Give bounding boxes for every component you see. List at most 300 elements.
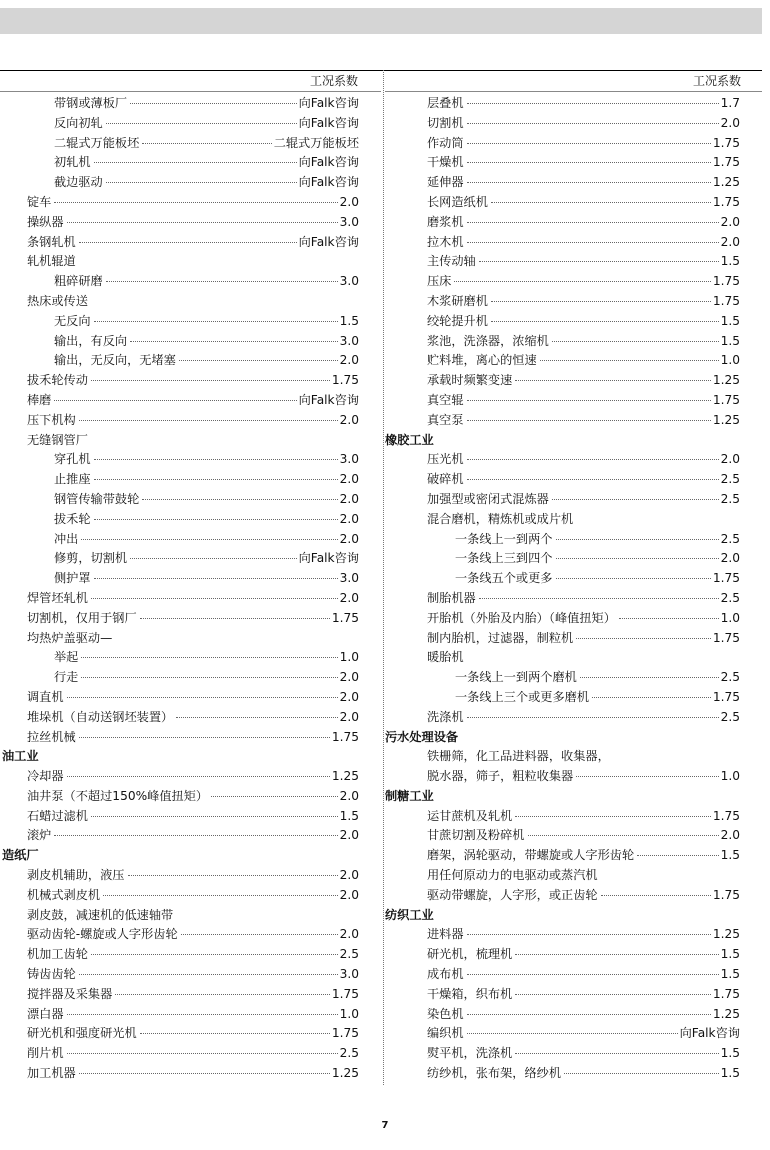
dot-leader: [556, 578, 711, 579]
table-row: [2, 708, 359, 728]
row-label: 驱动带螺旋，人字形，或正齿轮: [427, 887, 598, 902]
table-row: [385, 114, 740, 134]
table-row: [385, 629, 740, 649]
table-row: [2, 747, 359, 767]
dot-leader: [515, 994, 711, 995]
dot-leader: [576, 638, 711, 639]
table-row: [2, 391, 359, 411]
dot-leader: [106, 123, 297, 124]
table-row: [385, 490, 740, 510]
row-value: 1.0: [720, 769, 740, 784]
row-value: 2.0: [339, 670, 359, 685]
dot-leader: [94, 578, 338, 579]
row-label: 制内胎机，过滤器，制粒机: [427, 630, 574, 645]
dot-leader: [491, 321, 719, 322]
dot-leader: [580, 677, 719, 678]
row-value: 1.0: [339, 1006, 359, 1021]
table-row: [385, 1044, 740, 1064]
table-row: [2, 965, 359, 985]
row-label: 机加工齿轮: [27, 947, 88, 962]
table-row: [2, 886, 359, 906]
row-value: 1.75: [712, 887, 740, 902]
table-row: [385, 292, 740, 312]
row-value: 2.0: [339, 531, 359, 546]
row-value: 1.75: [712, 155, 740, 170]
table-row: [385, 450, 740, 470]
row-value: 1.75: [712, 135, 740, 150]
dot-leader: [54, 400, 296, 401]
row-label: 开胎机（外胎及内胎）（峰值扭矩）: [427, 610, 616, 625]
dot-leader: [67, 776, 330, 777]
table-row: [385, 767, 740, 787]
row-value: 1.75: [712, 630, 740, 645]
row-label: 脱水器，筛子，粗粒收集器: [427, 769, 574, 784]
row-label: 输出，有反向: [54, 333, 128, 348]
dot-leader: [467, 1033, 678, 1034]
dot-leader: [467, 222, 719, 223]
row-value: 1.75: [331, 610, 359, 625]
dot-leader: [67, 697, 338, 698]
row-label: 带钢或薄板厂: [54, 96, 128, 110]
dot-leader: [79, 420, 338, 421]
table-row: [385, 193, 740, 213]
table-row: [2, 431, 359, 451]
dot-leader: [467, 123, 719, 124]
table-row: [385, 569, 740, 589]
table-row: [385, 945, 740, 965]
row-value: 2.0: [339, 412, 359, 427]
dot-leader: [556, 558, 719, 559]
dot-leader: [94, 321, 338, 322]
row-label: 焊管坯轧机: [27, 590, 88, 605]
dot-leader: [130, 558, 297, 559]
row-label: 二辊式万能板坯: [54, 135, 140, 150]
table-row: [385, 94, 740, 114]
row-label: 钢管传输带鼓轮: [54, 491, 140, 506]
right-column: [385, 94, 740, 1084]
dot-leader: [564, 1073, 719, 1074]
table-row: [385, 688, 740, 708]
row-label: 压光机: [427, 452, 464, 467]
row-value: 1.25: [331, 1066, 359, 1081]
row-value: 2.0: [339, 709, 359, 724]
row-value: 2.0: [339, 590, 359, 605]
table-row: [2, 688, 359, 708]
row-label: 均热炉盖驱动—: [27, 630, 113, 645]
row-label: 无反向: [54, 313, 91, 328]
table-row: [385, 332, 740, 352]
dot-leader: [467, 400, 711, 401]
dot-leader: [515, 954, 718, 955]
table-row: [385, 886, 740, 906]
row-label: 反向初轧: [54, 115, 103, 130]
row-label: 冲出: [54, 531, 79, 546]
row-label: 修剪，切割机: [54, 551, 128, 566]
table-row: [2, 807, 359, 827]
row-value: 1.75: [712, 392, 740, 407]
dot-leader: [637, 855, 718, 856]
row-label: 棒磨: [27, 392, 52, 407]
table-row: [385, 648, 740, 668]
row-value: 2.5: [720, 531, 740, 546]
row-value: 1.5: [339, 313, 359, 328]
dot-leader: [179, 360, 338, 361]
table-row: [385, 728, 740, 748]
dot-leader: [91, 598, 338, 599]
row-value: 1.5: [720, 967, 740, 982]
table-row: [2, 728, 359, 748]
dot-leader: [467, 143, 711, 144]
row-label: 一条线上三到四个: [455, 551, 553, 566]
dot-leader: [79, 242, 297, 243]
row-value: 1.5: [720, 1046, 740, 1061]
row-label: 切割机，仅用于钢厂: [27, 610, 137, 625]
table-row: [2, 153, 359, 173]
dot-leader: [467, 479, 719, 480]
table-row: [385, 272, 740, 292]
row-value: 1.25: [712, 373, 740, 388]
row-label: 油井泵（不超过150%峰值扭矩）: [27, 788, 209, 803]
row-label: 一条线上一到两个: [455, 531, 553, 546]
row-value: 1.5: [720, 333, 740, 348]
table-row: [2, 252, 359, 272]
dot-leader: [515, 380, 711, 381]
page-number: 7: [381, 1120, 389, 1131]
table-row: [385, 411, 740, 431]
row-label: 切割机: [427, 115, 464, 130]
row-value: 1.75: [712, 689, 740, 704]
table-row: [385, 668, 740, 688]
row-value: 向Falk咨询: [298, 175, 359, 190]
table-row: [2, 490, 359, 510]
row-label: 止推座: [54, 472, 91, 487]
dot-leader: [576, 776, 718, 777]
row-label: 剥皮机辅助，液压: [27, 868, 125, 883]
row-value: 1.75: [712, 194, 740, 209]
row-value: 二辊式万能板坯: [273, 135, 359, 150]
row-value: 1.75: [712, 293, 740, 308]
table-row: [2, 530, 359, 550]
row-value: 2.0: [339, 472, 359, 487]
row-value: 1.5: [720, 1066, 740, 1081]
dot-leader: [142, 499, 337, 500]
row-value: 1.0: [339, 650, 359, 665]
row-label: 拉丝机械: [27, 729, 76, 744]
dot-leader: [552, 499, 719, 500]
row-label: 拉木机: [427, 234, 464, 249]
table-row: [2, 767, 359, 787]
dot-leader: [181, 934, 338, 935]
row-label: 轧机辊道: [27, 254, 76, 269]
dot-leader: [130, 103, 297, 104]
dot-leader: [81, 539, 337, 540]
row-value: 2.5: [720, 472, 740, 487]
row-value: 1.25: [712, 1006, 740, 1021]
row-label: 拔禾轮: [54, 511, 91, 526]
dot-leader: [467, 1014, 711, 1015]
row-label: 承载时频繁变速: [427, 373, 513, 388]
row-label: 纺纱机，张布架，络纱机: [427, 1066, 562, 1081]
dot-leader: [619, 618, 719, 619]
dot-leader: [556, 539, 719, 540]
table-row: [2, 787, 359, 807]
row-label: 用任何原动力的电驱动或蒸汽机: [427, 868, 598, 883]
row-value: 1.0: [720, 353, 740, 368]
row-label: 一条线上一到两个磨机: [455, 670, 577, 685]
row-value: 3.0: [339, 333, 359, 348]
table-row: [385, 153, 740, 173]
dot-leader: [67, 1053, 338, 1054]
dot-leader: [54, 202, 337, 203]
row-label: 作动筒: [427, 135, 464, 150]
column-divider: [383, 70, 384, 1085]
left-column: [2, 94, 359, 1084]
table-row: [385, 173, 740, 193]
row-label: 粗碎研磨: [54, 274, 103, 289]
table-row: [2, 648, 359, 668]
row-label: 漂白器: [27, 1006, 64, 1021]
row-label: 研光机和强度研光机: [27, 1026, 137, 1041]
row-value: 1.75: [712, 986, 740, 1001]
row-value: 向Falk咨询: [679, 1026, 740, 1041]
dot-leader: [54, 835, 337, 836]
row-value: 2.5: [720, 491, 740, 506]
right-column-title: 工况系数: [692, 74, 741, 88]
row-label: 纺织工业: [385, 907, 434, 922]
row-value: 向Falk咨询: [298, 155, 359, 170]
dot-leader: [515, 1053, 718, 1054]
row-label: 编织机: [427, 1026, 464, 1041]
row-label: 堆垛机（自动送钢坯装置）: [27, 709, 174, 724]
row-label: 真空辊: [427, 392, 464, 407]
row-label: 熨平机，洗涤机: [427, 1046, 513, 1061]
row-value: 2.0: [720, 452, 740, 467]
row-label: 行走: [54, 670, 79, 685]
dot-leader: [467, 717, 719, 718]
row-label: 操纵器: [27, 214, 64, 229]
table-row: [385, 213, 740, 233]
row-value: 2.0: [339, 511, 359, 526]
top-banner: [0, 8, 762, 34]
row-label: 主传动轴: [427, 254, 476, 269]
row-value: 向Falk咨询: [298, 234, 359, 249]
row-label: 破碎机: [427, 472, 464, 487]
row-label: 锭车: [27, 194, 52, 209]
row-label: 磨架，涡轮驱动，带螺旋或人字形齿轮: [427, 848, 635, 863]
row-value: 2.0: [339, 353, 359, 368]
table-row: [2, 450, 359, 470]
row-label: 压下机构: [27, 412, 76, 427]
dot-leader: [79, 974, 338, 975]
row-value: 3.0: [339, 571, 359, 586]
row-value: 2.0: [720, 551, 740, 566]
row-label: 举起: [54, 650, 79, 665]
row-label: 滚炉: [27, 828, 52, 843]
row-label: 输出，无反向，无堵塞: [54, 353, 176, 368]
dot-leader: [94, 162, 297, 163]
table-row: [2, 826, 359, 846]
row-label: 冷却器: [27, 769, 64, 784]
table-row: [385, 233, 740, 253]
table-row: [2, 569, 359, 589]
row-value: 2.5: [720, 590, 740, 605]
table-row: [385, 371, 740, 391]
row-label: 一条线五个或更多: [455, 571, 553, 586]
table-row: [385, 549, 740, 569]
table-row: [2, 312, 359, 332]
row-label: 染色机: [427, 1006, 464, 1021]
row-value: 1.0: [720, 610, 740, 625]
row-label: 混合磨机，精炼机或成片机: [427, 511, 574, 526]
row-label: 拔禾轮传动: [27, 373, 88, 388]
row-label: 热床或传送: [27, 293, 88, 308]
table-row: [385, 807, 740, 827]
row-label: 真空泵: [427, 412, 464, 427]
row-label: 搅拌器及采集器: [27, 986, 113, 1001]
row-label: 压床: [427, 274, 452, 289]
dot-leader: [91, 816, 338, 817]
dot-leader: [467, 934, 711, 935]
row-label: 加工机器: [27, 1066, 76, 1081]
table-row: [2, 1044, 359, 1064]
table-row: [2, 94, 359, 114]
row-value: 1.5: [720, 313, 740, 328]
table-row: [385, 252, 740, 272]
table-row: [2, 846, 359, 866]
dot-leader: [491, 301, 711, 302]
table-row: [385, 787, 740, 807]
row-label: 洗涤机: [427, 709, 464, 724]
table-row: [2, 985, 359, 1005]
dot-leader: [67, 222, 338, 223]
row-label: 铁栅筛，化工品进料器，收集器，: [427, 749, 610, 764]
row-label: 暖胎机: [427, 650, 464, 665]
row-value: 1.75: [712, 274, 740, 289]
table-row: [2, 371, 359, 391]
table-row: [2, 629, 359, 649]
row-label: 研光机，梳理机: [427, 947, 513, 962]
row-label: 制胎机器: [427, 590, 476, 605]
row-label: 橡胶工业: [385, 432, 434, 447]
table-row: [2, 925, 359, 945]
dot-leader: [115, 994, 330, 995]
row-label: 进料器: [427, 927, 464, 942]
table-row: [385, 470, 740, 490]
row-label: 制糖工业: [385, 788, 434, 803]
row-value: 2.5: [720, 709, 740, 724]
dot-leader: [454, 281, 710, 282]
table-row: [2, 193, 359, 213]
row-label: 初轧机: [54, 155, 91, 170]
dot-leader: [94, 519, 338, 520]
header-rule: [0, 70, 762, 71]
dot-leader: [540, 360, 719, 361]
table-row: [385, 1024, 740, 1044]
dot-leader: [601, 895, 711, 896]
left-column-title: 工况系数: [309, 74, 358, 88]
row-value: 向Falk咨询: [298, 551, 359, 566]
table-row: [2, 272, 359, 292]
dot-leader: [140, 618, 330, 619]
row-value: 2.0: [339, 927, 359, 942]
row-value: 1.25: [712, 927, 740, 942]
row-label: 削片机: [27, 1046, 64, 1061]
table-row: [385, 431, 740, 451]
row-label: 油工业: [2, 749, 39, 764]
row-label: 驱动齿轮-螺旋或人字形齿轮: [27, 927, 178, 942]
row-value: 2.0: [720, 234, 740, 249]
dot-leader: [479, 598, 719, 599]
row-value: 1.25: [331, 769, 359, 784]
table-row: [385, 747, 740, 767]
dot-leader: [91, 380, 330, 381]
table-row: [2, 549, 359, 569]
row-label: 机械式剥皮机: [27, 887, 101, 902]
table-row: [2, 609, 359, 629]
table-row: [385, 134, 740, 154]
table-row: [385, 609, 740, 629]
dot-leader: [467, 974, 719, 975]
dot-leader: [128, 875, 338, 876]
dot-leader: [106, 281, 338, 282]
row-value: 1.25: [712, 412, 740, 427]
row-label: 石蜡过滤机: [27, 808, 88, 823]
row-value: 2.0: [339, 194, 359, 209]
table-row: [2, 945, 359, 965]
table-row: [2, 1024, 359, 1044]
dot-leader: [142, 143, 271, 144]
row-label: 运甘蔗机及轧机: [427, 808, 513, 823]
row-label: 剥皮鼓，减速机的低速轴带: [27, 907, 174, 922]
row-label: 加强型或密闭式混炼器: [427, 491, 549, 506]
dot-leader: [140, 1033, 330, 1034]
row-label: 贮料堆，离心的恒速: [427, 353, 537, 368]
row-value: 1.25: [712, 175, 740, 190]
row-value: 2.0: [720, 115, 740, 130]
dot-leader: [491, 202, 711, 203]
table-row: [385, 925, 740, 945]
table-row: [385, 510, 740, 530]
table-row: [2, 589, 359, 609]
row-label: 长网造纸机: [427, 194, 488, 209]
dot-leader: [467, 162, 711, 163]
table-row: [2, 906, 359, 926]
dot-leader: [79, 737, 330, 738]
row-value: 2.5: [339, 1046, 359, 1061]
table-row: [385, 866, 740, 886]
table-row: [2, 213, 359, 233]
row-value: 1.75: [331, 373, 359, 388]
dot-leader: [94, 459, 338, 460]
row-value: 3.0: [339, 967, 359, 982]
dot-leader: [94, 479, 338, 480]
table-row: [385, 846, 740, 866]
row-value: 2.0: [720, 214, 740, 229]
table-row: [385, 391, 740, 411]
table-row: [385, 985, 740, 1005]
table-row: [2, 470, 359, 490]
dot-leader: [79, 1073, 330, 1074]
row-label: 木浆研磨机: [427, 293, 488, 308]
table-row: [385, 965, 740, 985]
table-row: [2, 411, 359, 431]
right-header-underline: [385, 91, 762, 92]
row-label: 延伸器: [427, 175, 464, 190]
table-row: [385, 530, 740, 550]
row-value: 3.0: [339, 452, 359, 467]
dot-leader: [106, 182, 297, 183]
dot-leader: [515, 816, 711, 817]
